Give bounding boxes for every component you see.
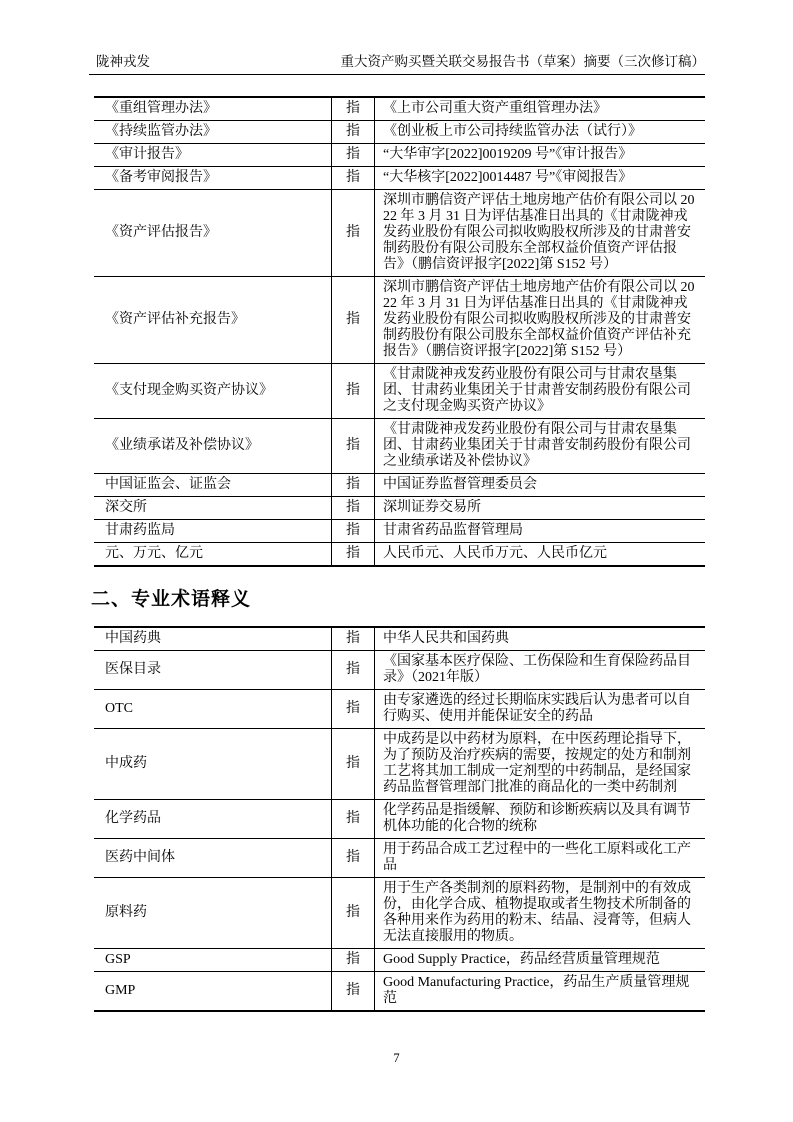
table-row xyxy=(94,651,705,690)
table-row xyxy=(94,520,705,543)
section-title: 二、专业术语释义 xyxy=(91,589,252,610)
zhi-cell: 指 xyxy=(332,543,375,567)
term-cell: 《重组管理办法》 xyxy=(105,101,217,116)
zhi-cell: 指 xyxy=(332,627,375,651)
term-cell: 《审计报告》 xyxy=(94,144,332,167)
zhi-cell: 指 xyxy=(332,121,375,144)
definition-cell: 中国证券监督管理委员会 xyxy=(375,474,706,497)
term-cell: 中国药典 xyxy=(105,631,161,646)
definition-cell: Good Supply Practice，药品经营质量管理规范 xyxy=(375,949,706,972)
table-row xyxy=(94,167,705,190)
term-cell: 原料药 xyxy=(94,878,332,949)
page-number: 7 xyxy=(393,1051,400,1065)
term-cell: 甘肃药监局 xyxy=(94,520,332,543)
zhi-cell: 指 xyxy=(332,972,375,1012)
zhi-cell: 指 xyxy=(332,474,375,497)
term-cell: 元、万元、亿元 xyxy=(94,543,332,567)
definition-cell: 由专家遴选的经过长期临床实践后认为患者可以自行购买、使用并能保证安全的药品 xyxy=(375,690,706,729)
definition-cell: 深圳证券交易所 xyxy=(375,497,706,520)
table-row xyxy=(94,144,705,167)
zhi-cell: 指 xyxy=(332,839,375,878)
definition-cell: 中成药是以中药材为原料，在中医药理论指导下，为了预防及治疗疾病的需要，按规定的处方和制剂工艺将其加工制成一定剂型的中药制品，是经国家药品监督管理部门批准的商品化的一类中药制剂 xyxy=(375,729,706,800)
zhi-cell: 指 xyxy=(332,277,375,364)
definition-cell: 深圳市鹏信资产评估土地房地产估价有限公司以 2022 年 3 月 31 日为评估基准日出具的《甘肃陇神戎发药业股份有限公司拟收购股权所涉及的甘肃普安制药股份有限公司股东全部权益价值资产评估报告》（鹏信资评报字[2022]第 S152 号） xyxy=(375,190,706,277)
zhi-cell: 指 xyxy=(332,190,375,277)
table-row xyxy=(94,972,705,1012)
definition-cell: 用于药品合成工艺过程中的一些化工原料或化工产品 xyxy=(375,839,706,878)
definition-cell: 《国家基本医疗保险、工伤保险和生育保险药品目录》（2021年版） xyxy=(375,651,706,690)
zhi-cell: 指 xyxy=(332,690,375,729)
term-cell: GSP xyxy=(94,949,332,972)
definitions-table xyxy=(94,96,705,567)
definition-cell: 人民币元、人民币万元、人民币亿元 xyxy=(375,543,706,567)
definition-cell: 《创业板上市公司持续监管办法（试行）》 xyxy=(375,121,706,144)
header-report-title: 重大资产购买暨关联交易报告书（草案）摘要（三次修订稿） xyxy=(340,54,705,69)
definition-cell: 甘肃省药品监督管理局 xyxy=(375,520,706,543)
zhi-cell: 指 xyxy=(332,729,375,800)
table-row xyxy=(94,474,705,497)
definition-cell: “大华审字[2022]0019209 号”《审计报告》 xyxy=(375,144,706,167)
page-header xyxy=(89,0,705,75)
table-row xyxy=(94,97,705,121)
zhi-cell: 指 xyxy=(332,800,375,839)
definition-cell: 《甘肃陇神戎发药业股份有限公司与甘肃农垦集团、甘肃药业集团关于甘肃普安制药股份有限公司之业绩承诺及补偿协议》 xyxy=(375,419,706,474)
table-row xyxy=(94,949,705,972)
term-cell: OTC xyxy=(94,690,332,729)
definition-cell: 《甘肃陇神戎发药业股份有限公司与甘肃农垦集团、甘肃药业集团关于甘肃普安制药股份有限公司之支付现金购买资产协议》 xyxy=(375,364,706,419)
definition-cell: 化学药品是指缓解、预防和诊断疾病以及具有调节机体功能的化合物的统称 xyxy=(375,800,706,839)
zhi-cell: 指 xyxy=(332,97,375,121)
definition-cell: 用于生产各类制剂的原料药物，是制剂中的有效成份，由化学合成、植物提取或者生物技术所制备的各种用来作为药用的粉末、结晶、浸膏等，但病人无法直接服用的物质。 xyxy=(375,878,706,949)
zhi-cell: 指 xyxy=(332,497,375,520)
term-cell: 《资产评估补充报告》 xyxy=(94,277,332,364)
header-company-name: 陇神戎发 xyxy=(96,54,150,69)
term-cell: 《备考审阅报告》 xyxy=(94,167,332,190)
term-cell: 医保目录 xyxy=(94,651,332,690)
table-row xyxy=(94,878,705,949)
term-cell: 医药中间体 xyxy=(94,839,332,878)
definition-cell: Good Manufacturing Practice，药品生产质量管理规范 xyxy=(375,972,706,1012)
term-cell: 化学药品 xyxy=(94,800,332,839)
table-row xyxy=(94,364,705,419)
term-cell: 《资产评估报告》 xyxy=(94,190,332,277)
table-row xyxy=(94,839,705,878)
term-cell: 中成药 xyxy=(94,729,332,800)
definition-cell: “大华核字[2022]0014487 号”《审阅报告》 xyxy=(375,167,706,190)
zhi-cell: 指 xyxy=(332,167,375,190)
definition-cell: 《上市公司重大资产重组管理办法》 xyxy=(383,101,607,116)
table-row xyxy=(94,121,705,144)
term-cell: 中国证监会、证监会 xyxy=(94,474,332,497)
table-row xyxy=(94,729,705,800)
page-content xyxy=(89,0,705,1012)
zhi-cell: 指 xyxy=(332,419,375,474)
zhi-cell: 指 xyxy=(332,144,375,167)
term-cell: 《业绩承诺及补偿协议》 xyxy=(94,419,332,474)
definition-cell: 深圳市鹏信资产评估土地房地产估价有限公司以 2022 年 3 月 31 日为评估基准日出具的《甘肃陇神戎发药业股份有限公司拟收购股权所涉及的甘肃普安制药股份有限公司股东全部权益价值资产评估补充报告》（鹏信资评报字[2022]第 S152 号） xyxy=(375,277,706,364)
table-row xyxy=(94,690,705,729)
definition-cell: 中华人民共和国药典 xyxy=(383,631,509,646)
term-cell: 深交所 xyxy=(94,497,332,520)
zhi-cell: 指 xyxy=(332,949,375,972)
term-cell: 《支付现金购买资产协议》 xyxy=(94,364,332,419)
table-row xyxy=(94,800,705,839)
table-row xyxy=(94,419,705,474)
zhi-cell: 指 xyxy=(332,651,375,690)
term-cell: 《持续监管办法》 xyxy=(94,121,332,144)
term-cell: GMP xyxy=(94,972,332,1012)
zhi-cell: 指 xyxy=(332,878,375,949)
table-row xyxy=(94,190,705,277)
zhi-cell: 指 xyxy=(332,520,375,543)
zhi-cell: 指 xyxy=(332,364,375,419)
table-row xyxy=(94,543,705,567)
table-row xyxy=(94,627,705,651)
table-row xyxy=(94,277,705,364)
table-row xyxy=(94,497,705,520)
terms-table xyxy=(94,626,705,1012)
page-footer xyxy=(0,1051,793,1066)
